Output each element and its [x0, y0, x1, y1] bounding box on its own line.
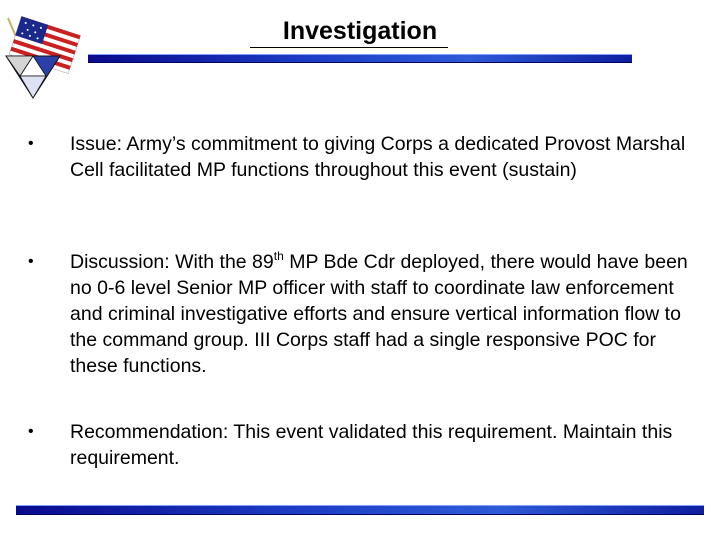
ordinal-suffix: th [273, 249, 284, 263]
bullet-marker: • [28, 135, 34, 152]
bullet-recommendation-text: Recommendation: This event validated this requirement. Maintain this requirement. [70, 421, 673, 469]
bottom-divider-bar [16, 505, 704, 515]
corps-flag-emblem-icon [2, 14, 84, 100]
bullet-marker: • [28, 423, 34, 440]
top-divider-bar [88, 54, 632, 63]
bullet-discussion-text [70, 249, 700, 379]
slide-title: Investigation [282, 17, 438, 45]
discussion-text-start: Discussion: With the 89 [70, 251, 274, 273]
bullet-marker: • [28, 253, 34, 270]
discussion-text-rest: MP Bde Cdr deployed, there would have been no 0-6 level Senior MP officer with staff to coordinate law enforcement and criminal investigative efforts and ensure vertical information flow to the command group. III Corps staff had a single responsive POC for these functions. [70, 251, 688, 377]
bullet-issue-text: Issue: Army’s commitment to giving Corps a dedicated Provost Marshal Cell facilitated MP functions throughout this event (sustain) [70, 133, 686, 181]
title-underline [250, 47, 448, 48]
